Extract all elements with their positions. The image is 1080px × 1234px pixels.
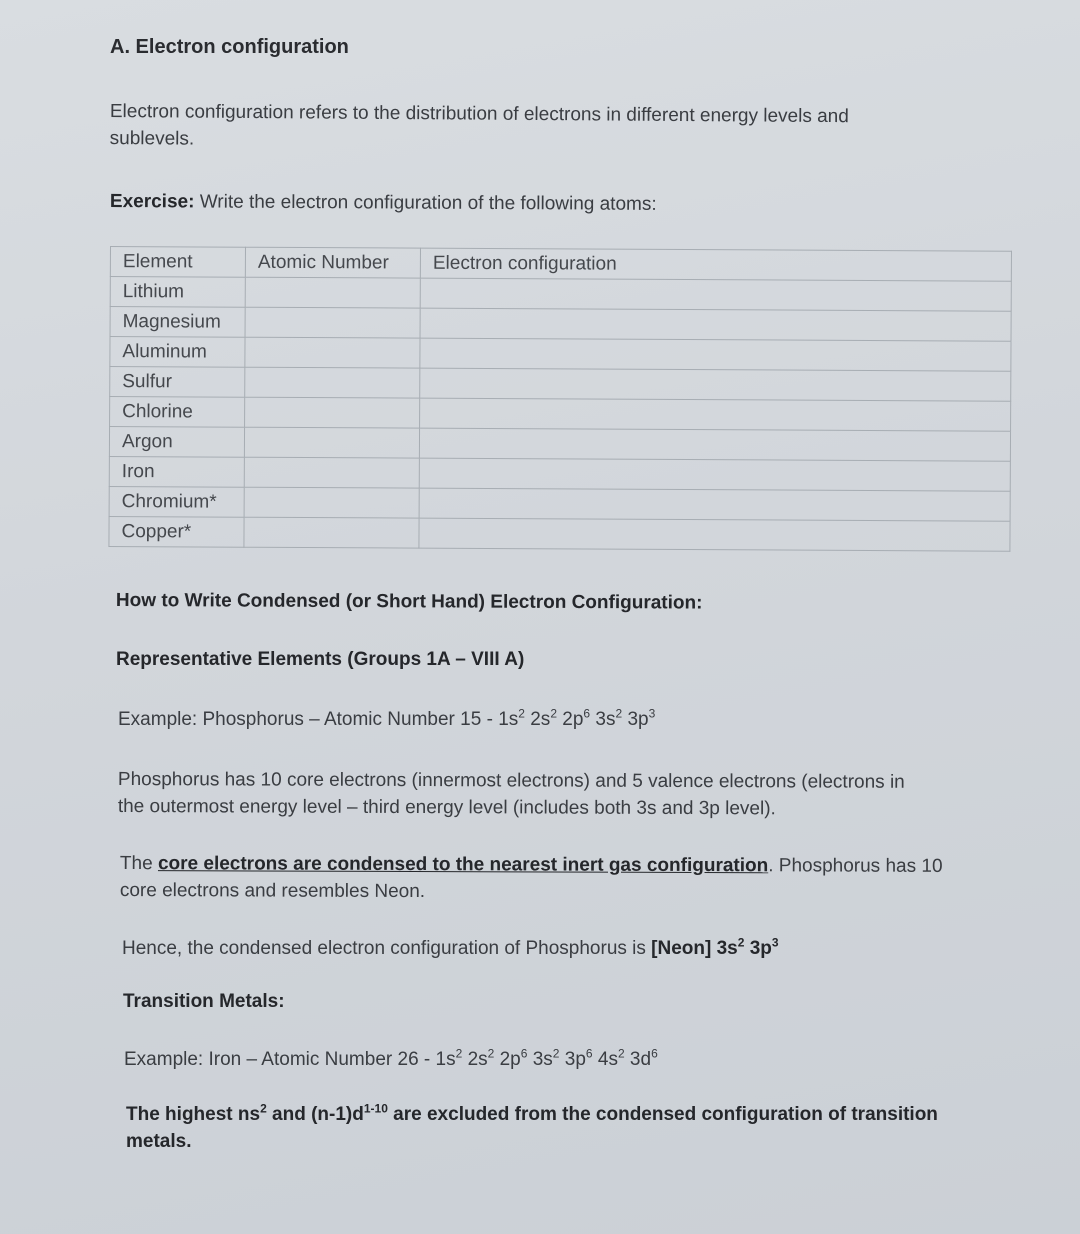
exercise-table [108, 246, 1012, 552]
table-row [110, 277, 1011, 312]
cell-atomic-number[interactable] [244, 487, 419, 518]
config-term: $3d^6$ [629, 1046, 658, 1070]
phosphorus-condensed-line: Hence, the condensed electron configuration of Phosphorus is [Neon] $3s^2$ $3p^3$ [122, 935, 779, 959]
header-electron-configuration: Electron configuration [420, 248, 1011, 281]
config-term: $3p^6$ [564, 1046, 593, 1070]
cell-atomic-number[interactable] [245, 397, 420, 428]
table-row [109, 427, 1010, 462]
core-valence-paragraph [118, 766, 905, 823]
cell-atomic-number[interactable] [244, 517, 419, 548]
header-element: Element [110, 247, 245, 278]
exercise-text: Write the electron configuration of the following atoms: [199, 191, 657, 215]
cell-element: Lithium [110, 277, 245, 308]
neon-core: [Neon] [651, 938, 712, 959]
cell-element: Copper* [109, 516, 244, 547]
cell-electron-configuration[interactable] [420, 398, 1011, 431]
transition-metal-rule: The highest $ns^2$ and $(n-1)d^{1-10}$ are excluded from the condensed configuration of transition metals. [126, 1101, 938, 1155]
phosphorus-example [118, 706, 655, 733]
cell-element: Sulfur [110, 367, 245, 398]
config-term: $2s^2$ [467, 1046, 495, 1070]
config-term: $1s^2$ [498, 706, 525, 730]
config-term: $3p^3$ [627, 706, 656, 730]
cell-element: Argon [109, 427, 244, 458]
example-prefix: Example: Phosphorus – Atomic Number 15 - [118, 709, 499, 730]
cell-atomic-number[interactable] [245, 307, 420, 338]
cell-electron-configuration[interactable] [420, 278, 1011, 311]
cell-electron-configuration[interactable] [419, 488, 1010, 521]
table-row [110, 337, 1011, 372]
config-term: $3s^2$ [532, 1046, 560, 1070]
cell-atomic-number[interactable] [245, 277, 420, 308]
para1-line-2: the outermost energy level – third energy level (includes both 3s and 3p level). [117, 795, 776, 820]
core-electrons-emphasis: core electrons are condensed to the nearest inert gas configuration [157, 853, 769, 877]
cell-electron-configuration[interactable] [420, 368, 1011, 401]
cell-electron-configuration[interactable] [419, 458, 1010, 491]
config-term: $3p^3$ [749, 935, 779, 959]
config-term: $1s^2$ [435, 1046, 463, 1070]
table-row [109, 516, 1010, 551]
iron-example: Example: Iron – Atomic Number $26 - 1s^2$ $2s^2$ $2p^6$ $3s^2$ $3p^6$ $4s^2$ $3d^6$ [124, 1046, 658, 1070]
table-row [109, 486, 1010, 521]
config-term: $2p^6$ [562, 706, 591, 730]
table-row [109, 456, 1010, 491]
para2-line-2: core electrons and resembles Neon. [119, 879, 426, 903]
transition-metals-heading: Transition Metals: [123, 991, 285, 1012]
cell-atomic-number[interactable] [244, 427, 419, 458]
table-header-row [110, 247, 1011, 282]
intro-line-2: sublevels. [109, 127, 195, 150]
config-term: $3s^2$ [716, 935, 745, 959]
representative-heading: Representative Elements (Groups 1A – VIII A) [116, 649, 525, 670]
section-title: A. Electron configuration [110, 36, 349, 58]
config-term: $4s^2$ [597, 1046, 625, 1070]
final-line-2: metals. [126, 1131, 192, 1152]
exercise-line [110, 188, 657, 218]
cell-electron-configuration[interactable] [420, 338, 1011, 371]
table-row [110, 397, 1011, 432]
table-row [110, 367, 1011, 402]
cell-atomic-number[interactable] [245, 367, 420, 398]
config-term: $2s^2$ [530, 706, 557, 730]
header-atomic-number: Atomic Number [245, 247, 420, 278]
exercise-label: Exercise: [109, 190, 195, 213]
para1-line-1: Phosphorus has 10 core electrons (innermost electrons) and 5 valence electrons (electrons in [117, 769, 905, 793]
cell-atomic-number[interactable] [245, 337, 420, 368]
config-term: $2p^6$ [499, 1046, 528, 1070]
config-term: $3s^2$ [595, 706, 623, 730]
cell-atomic-number[interactable] [244, 457, 419, 488]
cell-electron-configuration[interactable] [419, 428, 1010, 461]
cell-electron-configuration[interactable] [420, 308, 1011, 341]
cell-element: Chlorine [110, 397, 245, 428]
intro-paragraph [110, 98, 849, 157]
cell-element: Iron [109, 456, 244, 487]
cell-element: Aluminum [110, 337, 245, 368]
cell-electron-configuration[interactable] [419, 518, 1010, 551]
cell-element: Chromium* [109, 486, 244, 517]
cell-element: Magnesium [110, 307, 245, 338]
condensed-rule-paragraph: The core electrons are condensed to the nearest inert gas configuration. Phosphorus has 10 core electrons and resembles Neon. [120, 850, 943, 907]
table-row [110, 307, 1011, 342]
intro-line-1: Electron configuration refers to the distribution of electrons in different energy levels and [109, 100, 849, 128]
howto-title: How to Write Condensed (or Short Hand) Electron Configuration: [115, 590, 703, 614]
